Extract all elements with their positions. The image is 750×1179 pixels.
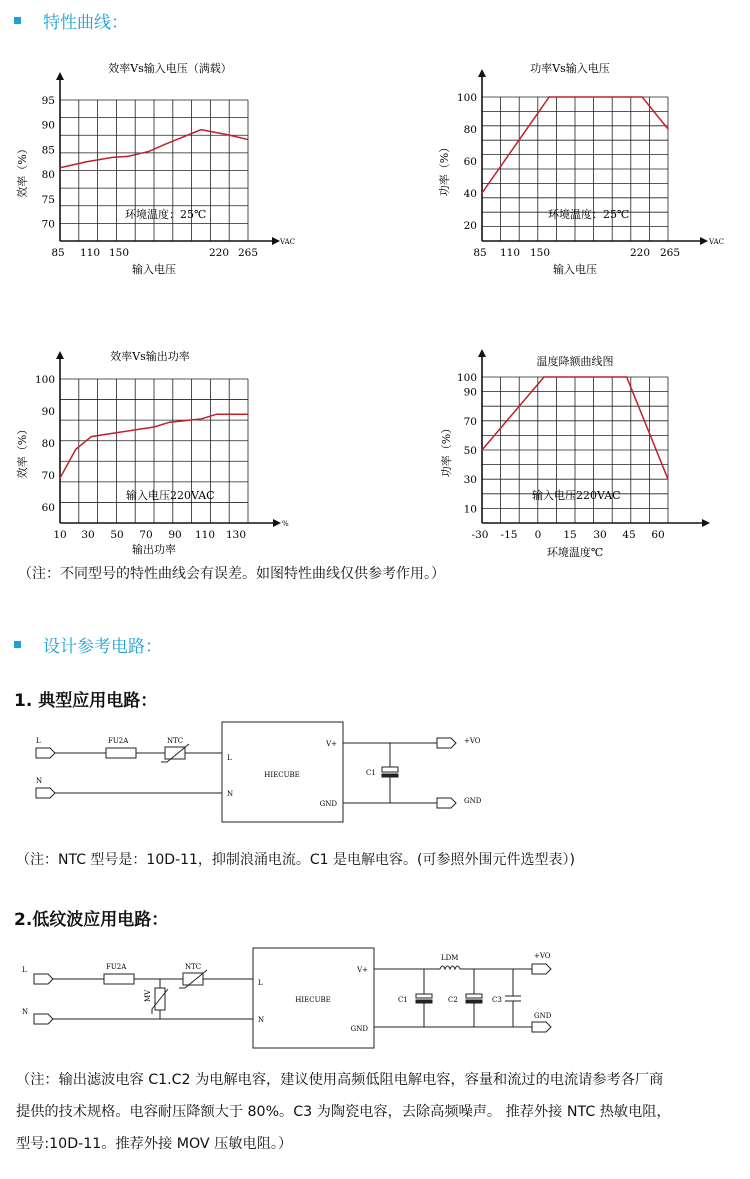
y-tick-label: 80: [41, 438, 55, 450]
ntc-icon: [183, 973, 203, 985]
label-out-plus: +VO: [464, 737, 481, 745]
series-point: [626, 376, 627, 377]
inductor-ldm-icon: [440, 966, 460, 969]
x-tick-label: 110: [499, 247, 521, 259]
y-tick-label: 100: [456, 92, 477, 104]
plot-area: [437, 69, 724, 276]
y-tick-label: 80: [463, 124, 477, 136]
label-ldm: LDM: [441, 954, 459, 962]
pin-vplus: V+: [326, 740, 337, 748]
terminal-L-icon: [36, 748, 55, 758]
x-tick-label: 150: [108, 247, 130, 259]
series-point: [549, 96, 550, 97]
label-out-plus: +VO: [534, 952, 551, 960]
y-tick-label: 20: [463, 220, 477, 232]
pin-gnd: GND: [319, 800, 337, 808]
x-tick-label: 70: [139, 529, 153, 541]
chart-temperature-derating: [420, 340, 740, 570]
x-tick-label: 60: [651, 529, 665, 541]
x-tick-label: -15: [500, 529, 518, 541]
note-low-ripple-circuit: [16, 1064, 741, 1160]
y-axis-label: 效率（%）: [16, 143, 29, 198]
circuit1-heading: 1. 典型应用电路：: [14, 691, 158, 711]
x-tick-label: 85: [51, 247, 65, 259]
series-point: [59, 478, 60, 479]
x-tick-label: 265: [237, 247, 259, 259]
label-c3: C3: [492, 996, 502, 1004]
plot-area: [439, 349, 710, 559]
x-tick-label: 45: [622, 529, 636, 541]
y-tick-label: 60: [463, 156, 477, 168]
series-point: [75, 449, 76, 450]
section-title: 设计参考电路：: [43, 637, 162, 657]
section-heading-reference-circuit: [14, 632, 162, 657]
y-tick-label: 75: [41, 193, 55, 206]
y-tick-label: 70: [41, 470, 55, 482]
x-tick-label: 50: [110, 529, 124, 541]
x-axis-label: 环境温度℃: [546, 546, 604, 559]
y-tick-label: 90: [41, 406, 55, 418]
label-ntc: NTC: [185, 963, 202, 971]
terminal-gnd-icon: [532, 1022, 551, 1032]
series-point: [543, 376, 544, 377]
chart-title: 效率Vs输入电压（满载）: [108, 62, 232, 75]
series-point: [86, 161, 87, 162]
x-axis-arrow-icon: [700, 237, 708, 245]
label-ntc: NTC: [167, 737, 184, 745]
y-tick-label: 90: [463, 386, 477, 399]
label-fuse: FU2A: [106, 963, 127, 971]
note-line: 型号:10D-11。推荐外接 MOV 压敏电阻。）: [16, 1136, 293, 1152]
label-N: N: [22, 1008, 29, 1016]
plot-area: [15, 72, 295, 276]
pin-L: L: [258, 979, 263, 987]
y-tick-label: 50: [463, 445, 477, 457]
x-tick-label: 10: [53, 529, 67, 541]
series-point: [642, 96, 643, 97]
fuse-icon: [106, 748, 136, 758]
y-axis-label: 效率（%）: [16, 423, 29, 479]
x-tick-label: 30: [81, 529, 95, 541]
pin-gnd: GND: [350, 1025, 368, 1033]
capacitor-c1-icon: [382, 767, 398, 772]
module-name: HIECUBE: [295, 996, 331, 1004]
x-tick-label: 110: [79, 247, 101, 259]
x-tick-label: 220: [629, 247, 651, 259]
series-point: [247, 139, 248, 140]
x-tick-label: -30: [471, 529, 489, 541]
x-axis-label: 输出功率: [132, 543, 176, 556]
y-tick-label: 40: [463, 188, 477, 200]
series-point: [122, 431, 123, 432]
series-point: [127, 156, 128, 157]
y-tick-label: 70: [41, 218, 55, 231]
y-axis-label: 功率（%）: [440, 422, 453, 478]
capacitor-c1-icon: [416, 994, 432, 998]
y-tick-label: 95: [41, 95, 55, 107]
x-unit-label: VAC: [280, 238, 295, 246]
label-c1: C1: [366, 769, 376, 777]
chart-title: 效率Vs输出功率: [110, 350, 190, 363]
chart-power-vs-input-voltage: [420, 50, 740, 290]
series-point: [112, 157, 113, 158]
circuit-typical: [0, 715, 520, 827]
pin-N: N: [227, 790, 234, 798]
label-c2: C2: [448, 996, 458, 1004]
y-tick-label: 100: [34, 374, 55, 386]
y-tick-label: 30: [463, 474, 477, 487]
label-fuse: FU2A: [108, 737, 129, 745]
x-tick-label: 130: [225, 529, 247, 541]
terminal-N-icon: [36, 788, 55, 798]
series-point: [247, 414, 248, 415]
section-title: 特性曲线：: [43, 13, 128, 33]
x-tick-label: 110: [194, 529, 216, 541]
chart-title: 功率Vs输入电压: [530, 62, 610, 75]
x-tick-label: 150: [529, 247, 551, 259]
series-point: [216, 414, 217, 415]
y-tick-label: 10: [463, 503, 477, 516]
label-out-gnd: GND: [534, 1012, 552, 1020]
x-axis-arrow-icon: [272, 237, 280, 245]
x-tick-label: 220: [208, 247, 230, 259]
series-point: [200, 418, 201, 419]
circuit2-heading: 2.低纹波应用电路：: [14, 910, 169, 930]
y-tick-label: 90: [41, 119, 55, 132]
chart-annotation: 环境温度：25℃: [125, 208, 207, 221]
series-point: [153, 426, 154, 427]
x-axis-label: 输入电压: [553, 263, 597, 276]
terminal-gnd-icon: [437, 798, 456, 808]
series-point: [481, 192, 482, 193]
series-point: [169, 422, 170, 423]
y-tick-label: 60: [41, 502, 55, 514]
x-axis-arrow-icon: [273, 519, 281, 527]
circuit-low-ripple: [0, 938, 580, 1050]
chart-annotation: 输入电压220VAC: [126, 489, 215, 502]
y-axis-arrow-icon: [478, 69, 486, 77]
ntc-icon: [165, 747, 185, 759]
pin-vplus: V+: [357, 966, 368, 974]
label-out-gnd: GND: [464, 797, 482, 805]
label-mov: MV: [144, 989, 152, 1002]
y-axis-arrow-icon: [56, 72, 64, 80]
terminal-N-icon: [34, 1014, 53, 1024]
bullet-square-icon: [14, 17, 21, 24]
x-tick-label: 85: [473, 247, 487, 259]
label-N: N: [36, 777, 43, 785]
note-characteristics: （注：不同型号的特性曲线会有误差。如图特性曲线仅供参考作用。）: [18, 566, 445, 582]
note-line: 提供的技术规格。电容耐压降额大于 80%。C3 为陶瓷电容，去除高频噪声。 推荐外接 NTC 热敏电阻，: [16, 1104, 671, 1120]
note-line: （注：输出滤波电容 C1.C2 为电解电容，建议使用高频低阻电解电容，容量和流过的电流请参考各厂商: [16, 1072, 664, 1088]
x-tick-label: 0: [534, 529, 542, 541]
chart-efficiency-vs-output-power: [0, 340, 320, 570]
note-typical-circuit: （注：NTC 型号是：10D-11，抑制浪涌电流。C1 是电解电容。(可参照外围元件选型表）): [16, 852, 575, 868]
series-point: [667, 128, 668, 129]
pin-N: N: [258, 1016, 265, 1024]
label-L: L: [22, 966, 27, 974]
x-tick-label: 30: [593, 529, 607, 541]
y-tick-label: 80: [41, 169, 55, 182]
series-point: [227, 134, 228, 135]
series-point: [164, 144, 165, 145]
chart-annotation: 输入电压220VAC: [532, 489, 621, 502]
pin-L: L: [227, 754, 232, 762]
chart-title: 温度降额曲线图: [536, 355, 614, 368]
y-tick-label: 70: [463, 415, 477, 428]
y-tick-label: 100: [456, 372, 477, 384]
label-c1: C1: [398, 996, 408, 1004]
x-tick-label: 15: [563, 529, 577, 541]
terminal-vo-icon: [437, 738, 456, 748]
series-point: [91, 436, 92, 437]
y-axis-label: 功率（%）: [438, 141, 451, 197]
chart-annotation: 环境温度：25℃: [548, 208, 630, 221]
module-name: HIECUBE: [264, 771, 300, 779]
series-point: [667, 479, 668, 480]
plot-area: [15, 351, 289, 556]
x-axis-arrow-icon: [702, 519, 710, 527]
y-tick-label: 85: [41, 144, 55, 157]
series-point: [59, 167, 60, 168]
label-L: L: [36, 737, 41, 745]
series-point: [148, 151, 149, 152]
section-heading-characteristics: [14, 8, 128, 33]
x-axis-label: 输入电压: [132, 263, 176, 276]
series-point: [200, 129, 201, 130]
y-axis-arrow-icon: [478, 349, 486, 357]
fuse-icon: [104, 974, 134, 984]
terminal-L-icon: [34, 974, 53, 984]
x-unit-label: VAC: [709, 238, 724, 246]
capacitor-c2-icon: [466, 994, 482, 998]
x-tick-label: 265: [659, 247, 681, 259]
terminal-vo-icon: [532, 964, 551, 974]
chart-efficiency-vs-input-voltage: [0, 50, 320, 290]
x-unit-label: %: [282, 520, 289, 528]
bullet-square-icon: [14, 641, 21, 648]
x-tick-label: 90: [168, 529, 182, 541]
series-point: [481, 449, 482, 450]
y-axis-arrow-icon: [56, 351, 64, 359]
